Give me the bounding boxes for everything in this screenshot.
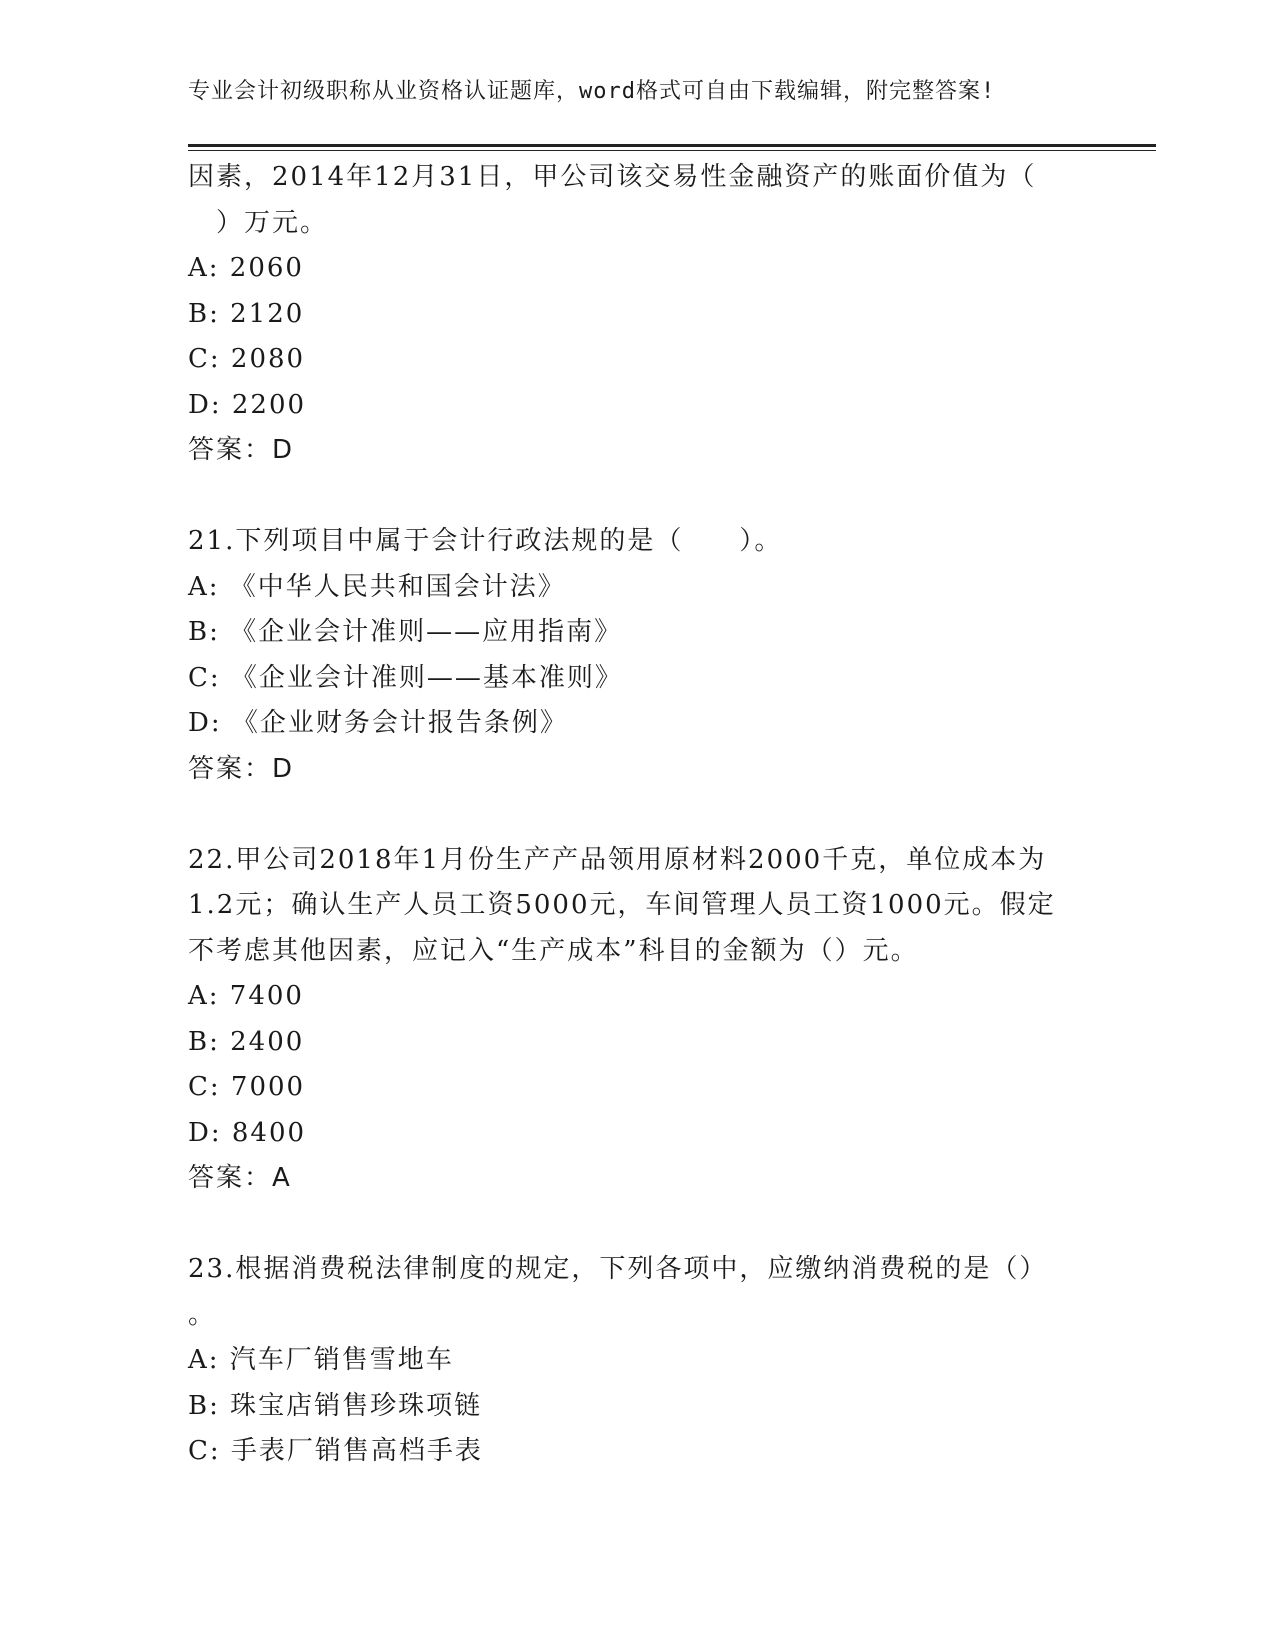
q21-option-b: B: 《企业会计准则——应用指南》	[188, 617, 623, 647]
q22-option-c: C: 7000	[188, 1072, 306, 1102]
q23-stem-line-2: 。	[188, 1299, 217, 1330]
q23-option-c: C: 手表厂销售高档手表	[188, 1436, 483, 1466]
q21-option-a: A: 《中华人民共和国会计法》	[188, 571, 566, 602]
q22-answer: 答案：A	[188, 1163, 292, 1193]
q21-stem: 21.下列项目中属于会计行政法规的是（ ）。	[188, 526, 783, 556]
spacer	[188, 474, 1088, 520]
question-list	[188, 155, 1088, 1475]
header-rule-thick	[188, 144, 1156, 147]
q22-option-b: B: 2400	[188, 1026, 305, 1057]
q20-option-b: B: 2120	[188, 298, 305, 329]
q21-option-d: D: 《企业财务会计报告条例》	[188, 708, 568, 738]
q20-stem-line-2: ）万元。	[188, 207, 329, 238]
q21-answer: 答案：D	[188, 753, 295, 784]
header-rule-thin	[188, 150, 1156, 151]
q20-option-a: A: 2060	[188, 253, 304, 283]
spacer	[188, 792, 1088, 838]
page-header: 专业会计初级职称从业资格认证题库，word格式可自由下载编辑，附完整答案!	[188, 79, 996, 104]
q20-stem-line-1: 因素，2014年12月31日，甲公司该交易性金融资产的账面价值为（	[188, 162, 1037, 192]
q22-option-a: A: 7400	[188, 981, 304, 1011]
spacer	[188, 1202, 1088, 1248]
q20-option-c: C: 2080	[188, 344, 306, 374]
q23-option-a: A: 汽车厂销售雪地车	[188, 1345, 454, 1375]
q20-option-d: D: 2200	[188, 389, 307, 420]
q23-stem-line-1: 23.根据消费税法律制度的规定，下列各项中，应缴纳消费税的是（）	[188, 1254, 1048, 1284]
q23-option-b: B: 珠宝店销售珍珠项链	[188, 1390, 483, 1421]
q22-stem-line-1: 22.甲公司2018年1月份生产产品领用原材料2000千克，单位成本为	[188, 844, 1047, 875]
q22-stem-line-3: 不考虑其他因素，应记入“生产成本”科目的金额为（）元。	[188, 935, 919, 966]
q22-stem-line-2: 1.2元；确认生产人员工资5000元，车间管理人员工资1000元。假定	[188, 890, 1056, 920]
q22-option-d: D: 8400	[188, 1117, 307, 1148]
q20-answer: 答案：D	[188, 435, 295, 465]
q21-option-c: C: 《企业会计准则——基本准则》	[188, 662, 623, 693]
